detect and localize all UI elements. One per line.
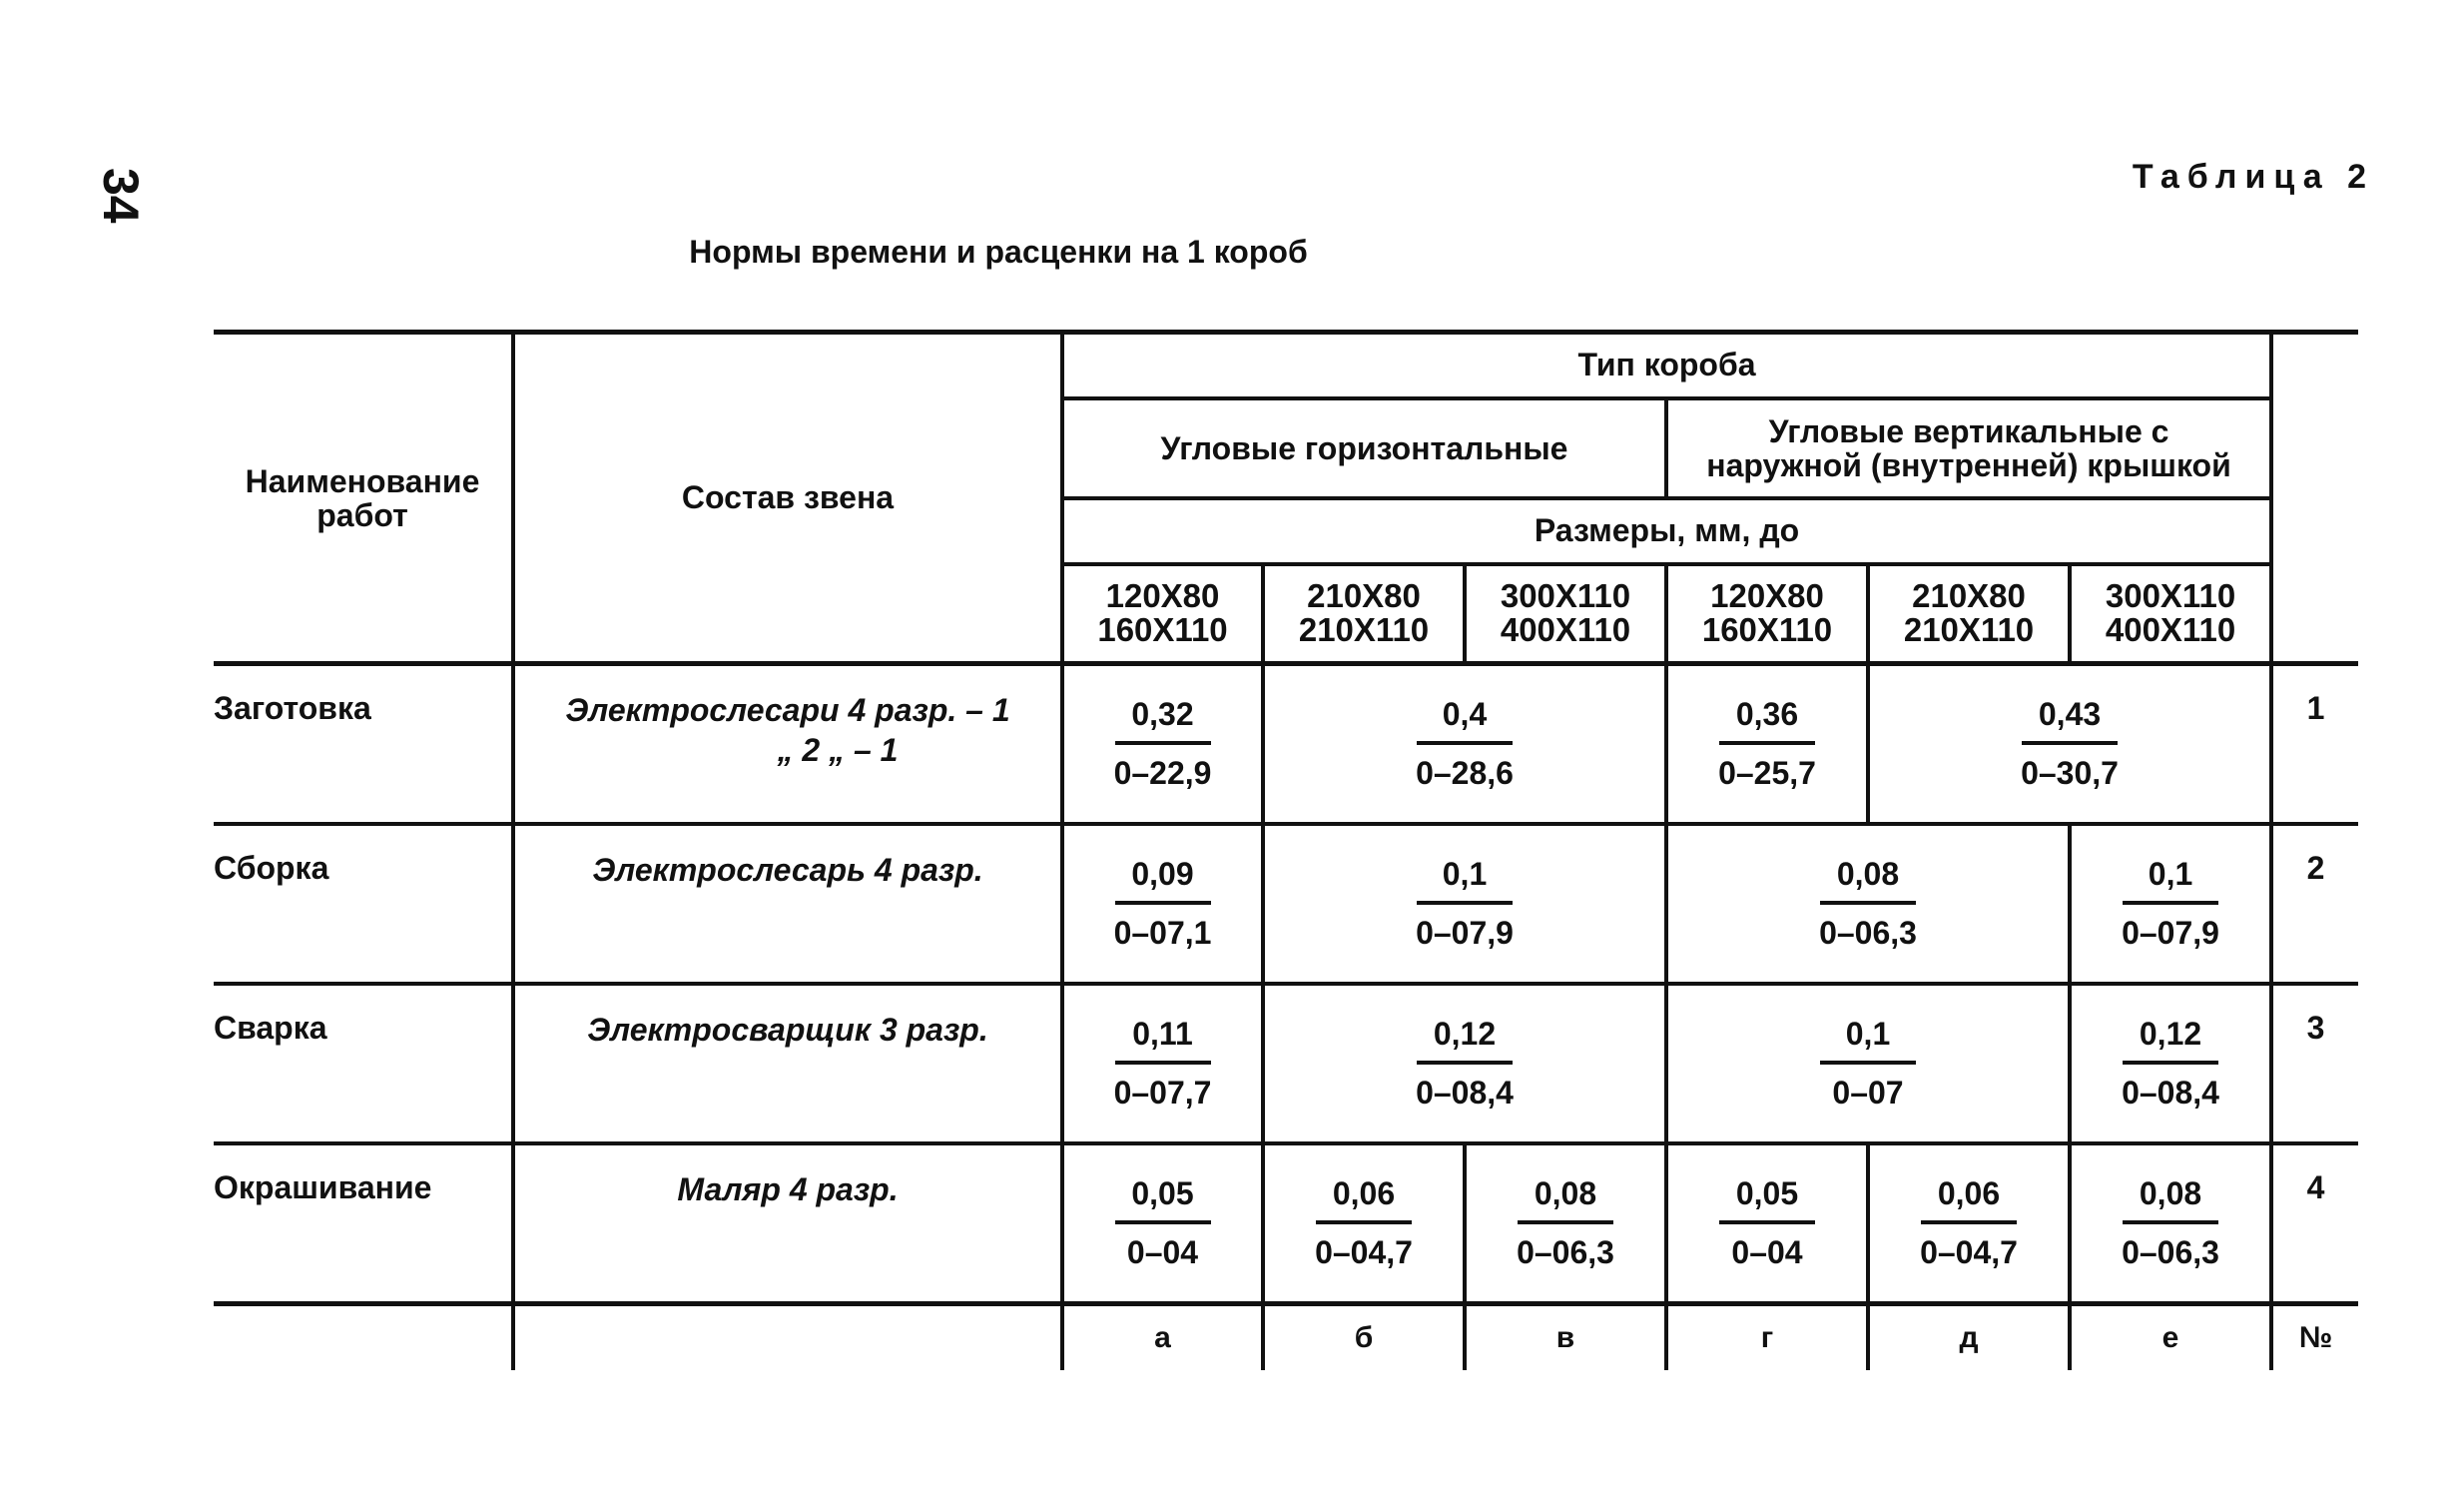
crew-line: Электросварщик 3 разр. (587, 1012, 988, 1048)
crew-composition (513, 664, 1062, 825)
column-codes-row (214, 1304, 2358, 1371)
norm-time: 0,08 (1534, 1175, 1597, 1211)
header-angular-vertical: Угловые вертикальные с наружной (внутренней) крышкой (1666, 398, 2271, 498)
norm-price: 0–30,7 (2021, 755, 2119, 791)
table-row (214, 664, 2358, 825)
size-line: 210X110 (1298, 611, 1430, 649)
norm-cell (1062, 984, 1263, 1143)
page-number: 34 (93, 168, 149, 224)
norm-price: 0–06,3 (2122, 1234, 2219, 1270)
size-line: 300X110 (1500, 577, 1631, 615)
norm-time: 0,08 (2139, 1175, 2202, 1211)
norm-price: 0–04,7 (1920, 1234, 2018, 1270)
norm-time: 0,36 (1735, 696, 1799, 732)
size-e (1868, 564, 2070, 664)
header-work-name: Наименование работ (214, 333, 513, 664)
row-number: 3 (2271, 984, 2358, 1143)
norm-time: 0,12 (1433, 1016, 1497, 1052)
size-line: 210X110 (1903, 611, 2035, 649)
size-a (1062, 564, 1263, 664)
norm-cell (1666, 664, 1868, 825)
table-title: Нормы времени и расценки на 1 короб (689, 234, 1308, 270)
norm-cell (1666, 824, 2070, 984)
column-code: № (2271, 1304, 2358, 1371)
norm-time: 0,1 (1845, 1016, 1891, 1052)
norm-cell (2070, 1143, 2271, 1304)
size-line: 400X110 (2105, 611, 2236, 649)
header-box-type: Тип короба (1062, 333, 2271, 398)
norm-price: 0–07,1 (1113, 915, 1212, 951)
size-line: 210X80 (1912, 577, 2026, 615)
norm-cell (1868, 664, 2271, 825)
norm-time: 0,1 (2148, 856, 2193, 892)
column-code: б (1263, 1304, 1465, 1371)
size-line: 160X110 (1701, 611, 1833, 649)
norm-time: 0,43 (2038, 696, 2102, 732)
norm-price: 0–07,7 (1113, 1075, 1212, 1111)
norm-time: 0,05 (1131, 1175, 1194, 1211)
size-line: 120X80 (1710, 577, 1824, 615)
header-number-blank (2271, 333, 2358, 664)
header-crew: Состав звена (513, 333, 1062, 664)
norm-price: 0–28,6 (1416, 755, 1514, 791)
norm-time: 0,12 (2139, 1016, 2202, 1052)
norm-price: 0–07,9 (1416, 915, 1514, 951)
norms-table (214, 330, 2358, 1370)
size-line: 210X80 (1307, 577, 1421, 615)
norm-cell (1263, 1143, 1465, 1304)
norm-cell (2070, 824, 2271, 984)
norm-time: 0,05 (1735, 1175, 1799, 1211)
norm-time: 0,4 (1442, 696, 1488, 732)
code-cell-blank (513, 1304, 1062, 1371)
norm-cell (1062, 1143, 1263, 1304)
column-code: а (1062, 1304, 1263, 1371)
crew-line: „ 2 „ – 1 (777, 732, 899, 768)
row-number: 1 (2271, 664, 2358, 825)
norm-cell (1062, 664, 1263, 825)
size-f (2070, 564, 2271, 664)
crew-composition (513, 824, 1062, 984)
header-sizes: Размеры, мм, до (1062, 498, 2271, 564)
table-label: Таблица 2 (2132, 158, 2374, 196)
norm-cell (1666, 1143, 1868, 1304)
norm-cell (1868, 1143, 2070, 1304)
size-line: 300X110 (2105, 577, 2236, 615)
crew-line: Маляр 4 разр. (677, 1171, 899, 1207)
norm-cell (1465, 1143, 1666, 1304)
norm-time: 0,06 (1937, 1175, 2001, 1211)
norm-price: 0–07 (1832, 1075, 1904, 1111)
norm-cell (1062, 824, 1263, 984)
norm-time: 0,06 (1332, 1175, 1396, 1211)
table-row (214, 824, 2358, 984)
size-line: 120X80 (1105, 577, 1220, 615)
work-name: Сборка (214, 824, 513, 984)
norm-time: 0,1 (1442, 856, 1488, 892)
crew-composition (513, 984, 1062, 1143)
column-code: д (1868, 1304, 2070, 1371)
column-code: в (1465, 1304, 1666, 1371)
size-d (1666, 564, 1868, 664)
crew-line: Электрослесари 4 разр. – 1 (565, 692, 1010, 728)
work-name: Сварка (214, 984, 513, 1143)
norm-price: 0–22,9 (1113, 755, 1212, 791)
norm-time: 0,09 (1131, 856, 1194, 892)
norm-cell (1263, 824, 1666, 984)
norm-price: 0–25,7 (1718, 755, 1816, 791)
code-cell-blank (214, 1304, 513, 1371)
table-row (214, 1143, 2358, 1304)
norm-price: 0–04 (1126, 1234, 1199, 1270)
norm-cell (1666, 984, 2070, 1143)
norm-price: 0–04 (1731, 1234, 1803, 1270)
norm-time: 0,11 (1132, 1016, 1193, 1052)
size-line: 400X110 (1500, 611, 1631, 649)
size-b (1263, 564, 1465, 664)
norm-time: 0,32 (1131, 696, 1194, 732)
work-name: Заготовка (214, 664, 513, 825)
norm-price: 0–08,4 (1416, 1075, 1514, 1111)
norm-time: 0,08 (1836, 856, 1900, 892)
norm-cell (1263, 984, 1666, 1143)
norm-price: 0–04,7 (1315, 1234, 1413, 1270)
norm-price: 0–06,3 (1819, 915, 1917, 951)
header-angular-horizontal: Угловые горизонтальные (1062, 398, 1666, 498)
table-row (214, 984, 2358, 1143)
column-code: е (2070, 1304, 2271, 1371)
norm-price: 0–06,3 (1517, 1234, 1614, 1270)
size-line: 160X110 (1097, 611, 1228, 649)
norm-cell (1263, 664, 1666, 825)
row-number: 4 (2271, 1143, 2358, 1304)
crew-line: Электрослесарь 4 разр. (592, 852, 983, 888)
work-name: Окрашивание (214, 1143, 513, 1304)
norm-cell (2070, 984, 2271, 1143)
row-number: 2 (2271, 824, 2358, 984)
crew-composition (513, 1143, 1062, 1304)
norm-price: 0–07,9 (2122, 915, 2219, 951)
norm-price: 0–08,4 (2122, 1075, 2219, 1111)
column-code: г (1666, 1304, 1868, 1371)
size-c (1465, 564, 1666, 664)
